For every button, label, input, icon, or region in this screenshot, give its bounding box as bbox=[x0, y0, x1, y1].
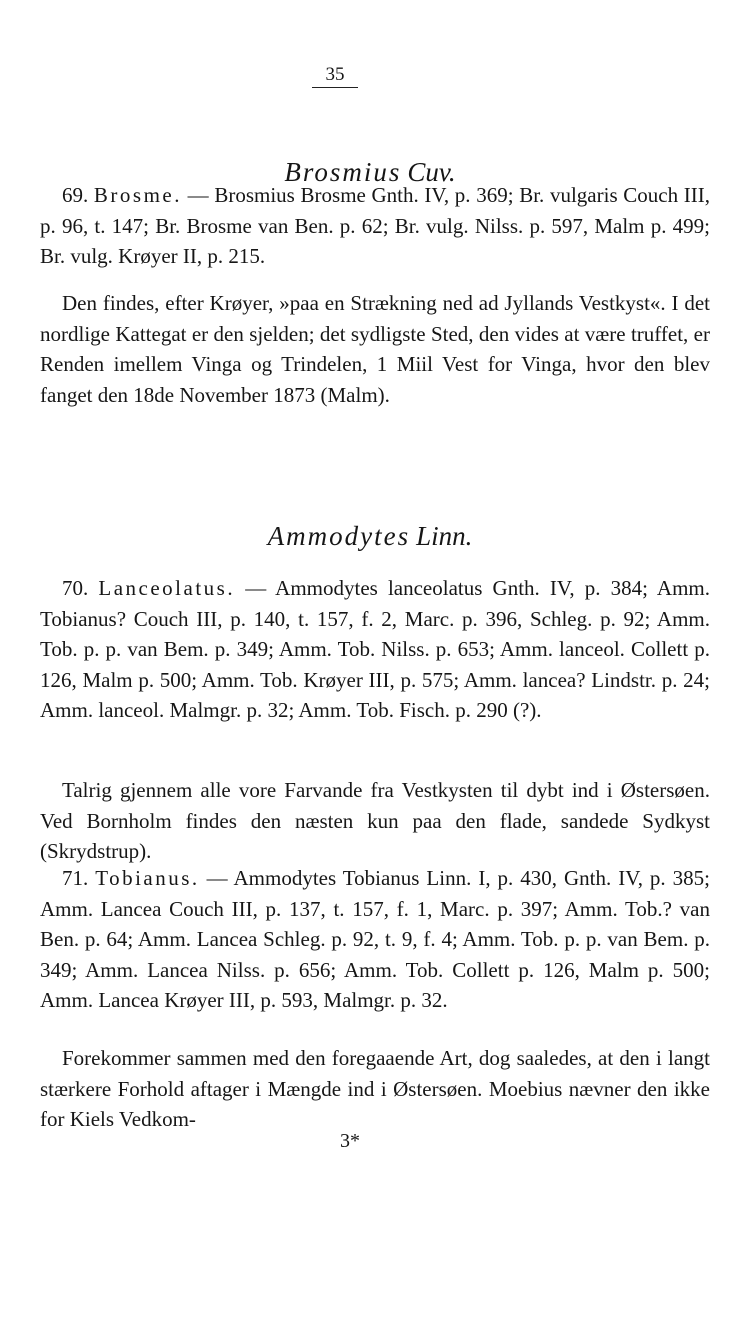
entry-69-synonymy bbox=[40, 180, 710, 272]
species-name: Brosme. bbox=[93, 183, 182, 207]
synonymy-text: — Ammodytes lanceolatus Gnth. IV, p. 384; Amm. Tobianus? Couch III, p. 140, t. 157, f. 2, Marc. p. 396, Schleg. p. 92; Amm. Tob. p. p. van Bem. p. 349; Amm. Tob. Nilss. p. 653; Amm. lanceol. Collett p. 126, Malm p. 500; Amm. Tob. Krøyer III, p. 575; Amm. lancea? Lindstr. p. 24; Amm. lanceol. Malmgr. p. 32; Amm. Tob. Fisch. p. 290 (?). bbox=[40, 576, 710, 722]
genus-author: Cuv. bbox=[407, 157, 456, 187]
entry-number: 69. bbox=[62, 183, 89, 207]
entry-70-text: Talrig gjennem alle vore Farvande fra Vestkysten til dybt ind i Østersøen. Ved Bornholm findes den næsten kun paa den flade, sandede Sydkyst (Skrydstrup). bbox=[40, 778, 710, 863]
entry-71-text: Forekommer sammen med den foregaaende Art, dog saaledes, at den i langt stærkere Forhold aftager i Mængde ind i Østersøen. Moebius nævner den ikke for Kiels Vedkom- bbox=[40, 1046, 710, 1131]
species-name: Tobianus. bbox=[95, 866, 200, 890]
entry-69-text: Den findes, efter Krøyer, »paa en Strækning ned ad Jyllands Vestkyst«. I det nordlige Kattegat er den sjelden; det sydligste Sted, den vides at være truffet, er Renden imellem Vinga og Trindelen, 1 Miil Vest for Vinga, hvor den blev fanget den 18de November 1873 (Malm). bbox=[40, 291, 710, 407]
synonymy-text: — Ammodytes Tobianus Linn. I, p. 430, Gnth. IV, p. 385; Amm. Lancea Couch III, p. 137, t. 157, f. 1, Marc. p. 397; Amm. Tob.? van Ben. p. 64; Amm. Lancea Schleg. p. 92, t. 9, f. 4; Amm. Tob. p. p. van Bem. p. 349; Amm. Lancea Nilss. p. 656; Amm. Tob. Collett p. 126, Malm p. 500; Amm. Lancea Krøyer III, p. 593, Malmgr. p. 32. bbox=[40, 866, 710, 1012]
genus-name: Ammodytes bbox=[267, 521, 411, 551]
page-number: 35 bbox=[312, 64, 358, 88]
entry-70-synonymy bbox=[40, 573, 710, 726]
entry-71-synonymy bbox=[40, 863, 710, 1016]
species-name: Lanceolatus. bbox=[98, 576, 236, 600]
synonymy-text: — Brosmius Brosme Gnth. IV, p. 369; Br. vulgaris Couch III, p. 96, t. 147; Br. Brosme van Ben. p. 62; Br. vulg. Nilss. p. 597, Malm p. 499; Br. vulg. Krøyer II, p. 215. bbox=[40, 183, 711, 268]
section-heading-ammodytes bbox=[0, 520, 740, 552]
signature-mark: 3* bbox=[340, 1130, 360, 1152]
genus-name: Brosmius bbox=[284, 157, 402, 187]
entry-number: 70. bbox=[62, 576, 89, 600]
entry-number: 71. bbox=[62, 866, 89, 890]
genus-author: Linn. bbox=[416, 521, 473, 551]
